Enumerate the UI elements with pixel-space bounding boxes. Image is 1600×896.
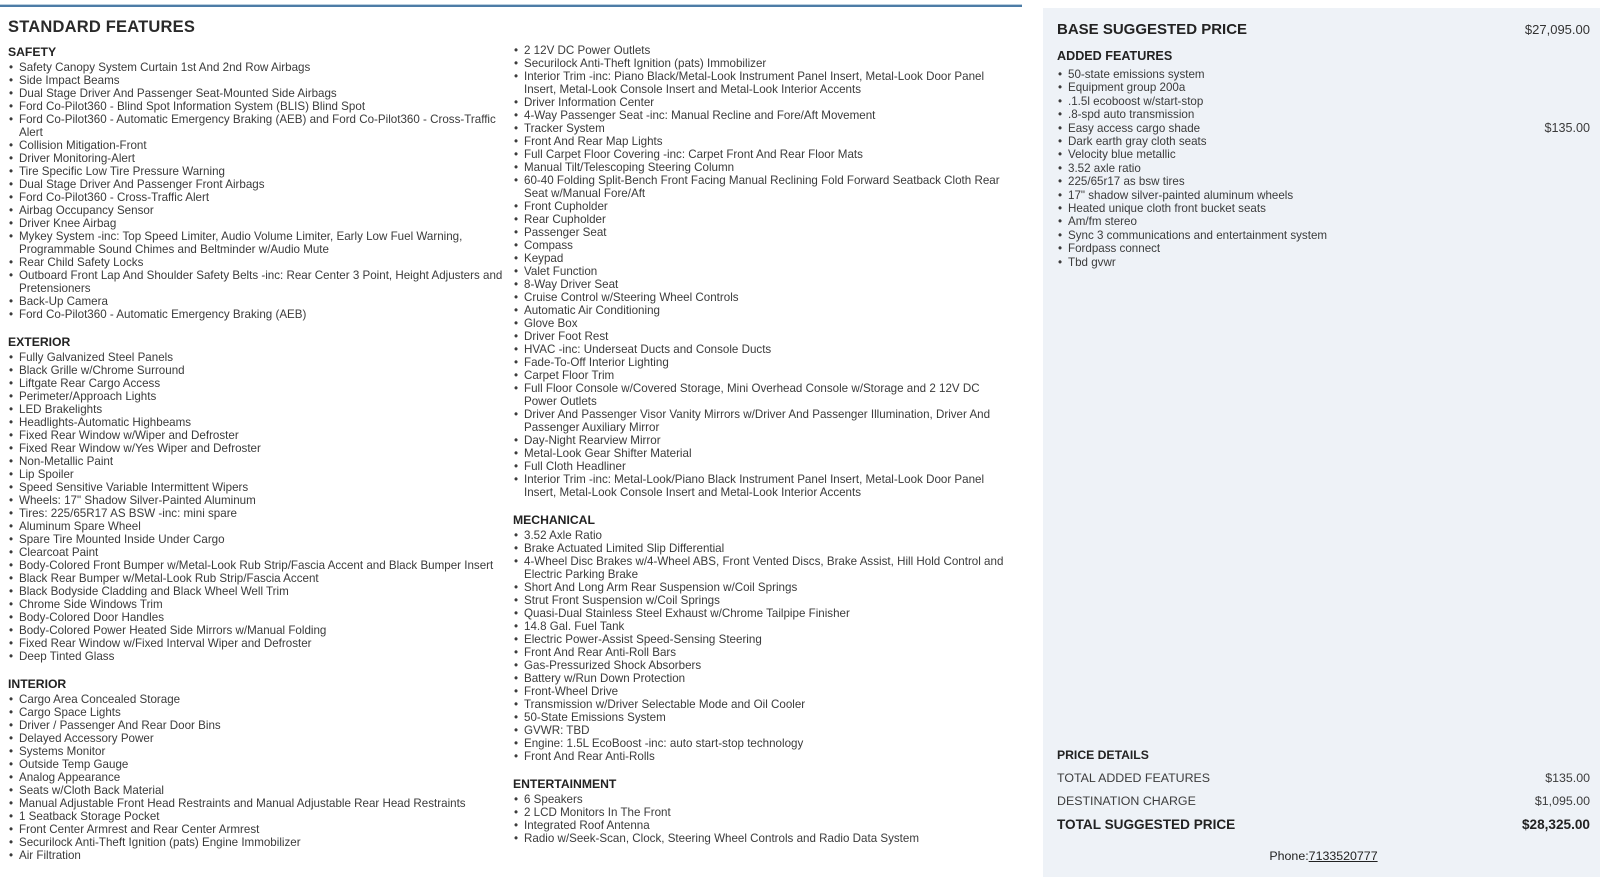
feature-item: • Ford Co-Pilot360 - Cross-Traffic Alert xyxy=(8,191,506,204)
feature-item: • Side Impact Beams xyxy=(8,74,506,87)
feature-item: • Front And Rear Map Lights xyxy=(513,135,1009,148)
feature-item: • 8-Way Driver Seat xyxy=(513,278,1009,291)
sidebar-spacer xyxy=(1057,269,1590,748)
destination-charge-value: $1,095.00 xyxy=(1534,794,1590,808)
section-safety xyxy=(8,46,506,321)
feature-item: • Front Cupholder xyxy=(513,200,1009,213)
price-details-section xyxy=(1057,748,1590,832)
feature-item: • Aluminum Spare Wheel xyxy=(8,520,506,533)
standard-features-column-2 xyxy=(513,44,1009,845)
added-feature-label: • Sync 3 communications and entertainment system xyxy=(1068,228,1328,242)
feature-item: • Metal-Look Gear Shifter Material xyxy=(513,447,1009,460)
added-feature-label: • .1.5l ecoboost w/start-stop xyxy=(1068,94,1204,108)
added-feature-label: • Dark earth gray cloth seats xyxy=(1068,135,1207,149)
feature-item: • Dual Stage Driver And Passenger Seat-Mounted Side Airbags xyxy=(8,87,506,100)
section-entertainment xyxy=(513,778,1009,845)
feature-item: • Spare Tire Mounted Inside Under Cargo xyxy=(8,533,506,546)
mechanical-list xyxy=(513,529,1009,763)
added-feature-item xyxy=(1057,189,1590,202)
feature-item: • LED Brakelights xyxy=(8,403,506,416)
feature-item: • 3.52 Axle Ratio xyxy=(513,529,1009,542)
feature-item: • Outboard Front Lap And Shoulder Safety Belts -inc: Rear Center 3 Point, Height Adjusters and Pretensioners xyxy=(8,269,506,295)
added-feature-item xyxy=(1057,148,1590,161)
added-feature-label: • Fordpass connect xyxy=(1068,242,1161,256)
feature-item: • Full Carpet Floor Covering -inc: Carpet Front And Rear Floor Mats xyxy=(513,148,1009,161)
feature-item: • Driver And Passenger Visor Vanity Mirrors w/Driver And Passenger Illumination, Driver And Passenger Auxiliary Mirror xyxy=(513,408,1009,434)
feature-item: • Headlights-Automatic Highbeams xyxy=(8,416,506,429)
feature-item: • Interior Trim -inc: Metal-Look/Piano Black Instrument Panel Insert, Metal-Look Door Panel Insert, Metal-Look Console Insert and Metal-Look Interior Accents xyxy=(513,473,1009,499)
feature-item: • Seats w/Cloth Back Material xyxy=(8,784,506,797)
added-feature-item xyxy=(1057,81,1590,94)
added-feature-item xyxy=(1057,122,1590,135)
phone-number-link[interactable]: 7133520777 xyxy=(1308,849,1378,863)
destination-charge-row xyxy=(1057,794,1590,808)
added-feature-item xyxy=(1057,175,1590,188)
added-feature-item xyxy=(1057,108,1590,121)
feature-item: • Full Cloth Headliner xyxy=(513,460,1009,473)
phone-line xyxy=(1057,849,1590,863)
feature-item: • Lip Spoiler xyxy=(8,468,506,481)
added-feature-item xyxy=(1057,135,1590,148)
feature-item: • Collision Mitigation-Front xyxy=(8,139,506,152)
added-feature-price: $135.00 xyxy=(1544,120,1590,135)
interior-list xyxy=(8,693,506,862)
feature-item: • Compass xyxy=(513,239,1009,252)
feature-item: • Driver Knee Airbag xyxy=(8,217,506,230)
feature-item: • Delayed Accessory Power xyxy=(8,732,506,745)
exterior-list xyxy=(8,351,506,663)
feature-item: • Keypad xyxy=(513,252,1009,265)
added-feature-item xyxy=(1057,162,1590,175)
feature-item: • Ford Co-Pilot360 - Automatic Emergency Braking (AEB) and Ford Co-Pilot360 - Cross-Traffic Alert xyxy=(8,113,506,139)
feature-item: • Black Grille w/Chrome Surround xyxy=(8,364,506,377)
feature-item: • 4-Way Passenger Seat -inc: Manual Recline and Fore/Aft Movement xyxy=(513,109,1009,122)
feature-item: • GVWR: TBD xyxy=(513,724,1009,737)
feature-item: • Dual Stage Driver And Passenger Front Airbags xyxy=(8,178,506,191)
feature-item: • 6 Speakers xyxy=(513,793,1009,806)
total-suggested-price-label: TOTAL SUGGESTED PRICE xyxy=(1057,817,1236,832)
feature-item: • Driver Monitoring-Alert xyxy=(8,152,506,165)
feature-item: • Fully Galvanized Steel Panels xyxy=(8,351,506,364)
feature-item: • 14.8 Gal. Fuel Tank xyxy=(513,620,1009,633)
added-feature-item xyxy=(1057,95,1590,108)
feature-item: • Full Floor Console w/Covered Storage, Mini Overhead Console w/Storage and 2 12V DC Power Outlets xyxy=(513,382,1009,408)
section-mechanical xyxy=(513,514,1009,763)
feature-item: • Body-Colored Front Bumper w/Metal-Look Rub Strip/Fascia Accent and Black Bumper Insert xyxy=(8,559,506,572)
added-feature-label: • Equipment group 200a xyxy=(1068,81,1186,95)
feature-item: • Safety Canopy System Curtain 1st And 2nd Row Airbags xyxy=(8,61,506,74)
feature-item: • Radio w/Seek-Scan, Clock, Steering Wheel Controls and Radio Data System xyxy=(513,832,1009,845)
feature-item: • Front-Wheel Drive xyxy=(513,685,1009,698)
added-feature-label: • 225/65r17 as bsw tires xyxy=(1068,175,1185,189)
safety-list xyxy=(8,61,506,321)
feature-item: • Quasi-Dual Stainless Steel Exhaust w/Chrome Tailpipe Finisher xyxy=(513,607,1009,620)
feature-item: • Driver Information Center xyxy=(513,96,1009,109)
feature-item: • Manual Adjustable Front Head Restraints and Manual Adjustable Rear Head Restraints xyxy=(8,797,506,810)
feature-item: • Chrome Side Windows Trim xyxy=(8,598,506,611)
section-interior xyxy=(8,678,506,862)
feature-item: • 2 LCD Monitors In The Front xyxy=(513,806,1009,819)
section-heading-exterior: EXTERIOR xyxy=(8,335,71,349)
added-feature-label: • Tbd gvwr xyxy=(1068,255,1116,269)
feature-item: • 60-40 Folding Split-Bench Front Facing Manual Reclining Fold Forward Seatback Cloth Rear Seat w/Manual Fore/Aft xyxy=(513,174,1009,200)
feature-item: • Day-Night Rearview Mirror xyxy=(513,434,1009,447)
feature-item: • Front And Rear Anti-Roll Bars xyxy=(513,646,1009,659)
feature-item: • Cruise Control w/Steering Wheel Controls xyxy=(513,291,1009,304)
feature-item: • Analog Appearance xyxy=(8,771,506,784)
added-feature-label: • .8-spd auto transmission xyxy=(1068,108,1195,122)
feature-item: • Deep Tinted Glass xyxy=(8,650,506,663)
feature-item: • Engine: 1.5L EcoBoost -inc: auto start-stop technology xyxy=(513,737,1009,750)
feature-item: • Tracker System xyxy=(513,122,1009,135)
feature-item: • Electric Power-Assist Speed-Sensing Steering xyxy=(513,633,1009,646)
interior-continued-list xyxy=(513,44,1009,499)
added-feature-label: • 3.52 axle ratio xyxy=(1068,161,1141,175)
feature-item: • Driver / Passenger And Rear Door Bins xyxy=(8,719,506,732)
feature-item: • Mykey System -inc: Top Speed Limiter, Audio Volume Limiter, Early Low Fuel Warning, Programmable Sound Chimes and Beltminder w/Audio Mute xyxy=(8,230,506,256)
added-feature-item xyxy=(1057,202,1590,215)
added-feature-label: • Heated unique cloth front bucket seats xyxy=(1068,202,1266,216)
feature-item: • Tire Specific Low Tire Pressure Warning xyxy=(8,165,506,178)
feature-item: • Wheels: 17" Shadow Silver-Painted Aluminum xyxy=(8,494,506,507)
entertainment-list xyxy=(513,793,1009,845)
feature-item: • Cargo Space Lights xyxy=(8,706,506,719)
total-suggested-price-row xyxy=(1057,817,1590,832)
total-added-features-value: $135.00 xyxy=(1545,771,1590,785)
feature-item: • Integrated Roof Antenna xyxy=(513,819,1009,832)
feature-item: • Short And Long Arm Rear Suspension w/Coil Springs xyxy=(513,581,1009,594)
feature-item: • Ford Co-Pilot360 - Automatic Emergency Braking (AEB) xyxy=(8,308,506,321)
feature-item: • Systems Monitor xyxy=(8,745,506,758)
feature-item: • Tires: 225/65R17 AS BSW -inc: mini spare xyxy=(8,507,506,520)
feature-item: • Liftgate Rear Cargo Access xyxy=(8,377,506,390)
feature-item: • Carpet Floor Trim xyxy=(513,369,1009,382)
feature-item: • Body-Colored Power Heated Side Mirrors w/Manual Folding xyxy=(8,624,506,637)
total-suggested-price-value: $28,325.00 xyxy=(1521,817,1590,832)
section-exterior xyxy=(8,336,506,663)
section-heading-mechanical: MECHANICAL xyxy=(513,513,595,527)
feature-item: • Fixed Rear Window w/Fixed Interval Wiper and Defroster xyxy=(8,637,506,650)
added-feature-label: • Am/fm stereo xyxy=(1068,215,1137,229)
added-feature-item xyxy=(1057,256,1590,269)
feature-item: • Speed Sensitive Variable Intermittent Wipers xyxy=(8,481,506,494)
feature-item: • Front Center Armrest and Rear Center Armrest xyxy=(8,823,506,836)
feature-item: • Outside Temp Gauge xyxy=(8,758,506,771)
base-price-value: $27,095.00 xyxy=(1524,22,1590,37)
total-added-features-label: TOTAL ADDED FEATURES xyxy=(1057,771,1211,785)
section-heading-interior: INTERIOR xyxy=(8,677,67,691)
feature-item: • Gas-Pressurized Shock Absorbers xyxy=(513,659,1009,672)
base-price-label: BASE SUGGESTED PRICE xyxy=(1057,21,1248,38)
price-details-heading: PRICE DETAILS xyxy=(1057,748,1149,762)
feature-item: • Valet Function xyxy=(513,265,1009,278)
feature-item: • Strut Front Suspension w/Coil Springs xyxy=(513,594,1009,607)
feature-item: • Transmission w/Driver Selectable Mode and Oil Cooler xyxy=(513,698,1009,711)
top-divider-rule xyxy=(0,4,1022,7)
added-features-heading: ADDED FEATURES xyxy=(1057,49,1173,63)
feature-item: • Fixed Rear Window w/Wiper and Defroster xyxy=(8,429,506,442)
feature-item: • Interior Trim -inc: Piano Black/Metal-Look Instrument Panel Insert, Metal-Look Door Panel Insert, Metal-Look Console Insert and Metal-Look Interior Accents xyxy=(513,70,1009,96)
feature-item: • Body-Colored Door Handles xyxy=(8,611,506,624)
feature-item: • Securilock Anti-Theft Ignition (pats) Engine Immobilizer xyxy=(8,836,506,849)
feature-item: • Driver Foot Rest xyxy=(513,330,1009,343)
added-features-list xyxy=(1057,68,1590,269)
added-feature-label: • 17" shadow silver-painted aluminum wheels xyxy=(1068,188,1294,202)
feature-item: • Cargo Area Concealed Storage xyxy=(8,693,506,706)
feature-item: • Glove Box xyxy=(513,317,1009,330)
feature-item: • Airbag Occupancy Sensor xyxy=(8,204,506,217)
feature-item: • Brake Actuated Limited Slip Differential xyxy=(513,542,1009,555)
base-price-row xyxy=(1057,21,1590,38)
feature-item: • Securilock Anti-Theft Ignition (pats) Immobilizer xyxy=(513,57,1009,70)
section-heading-entertainment: ENTERTAINMENT xyxy=(513,777,617,791)
added-feature-item xyxy=(1057,242,1590,255)
feature-item: • Fade-To-Off Interior Lighting xyxy=(513,356,1009,369)
added-feature-item xyxy=(1057,68,1590,81)
feature-item: • Non-Metallic Paint xyxy=(8,455,506,468)
feature-item: • 2 12V DC Power Outlets xyxy=(513,44,1009,57)
feature-item: • Front And Rear Anti-Rolls xyxy=(513,750,1009,763)
added-feature-label: • Easy access cargo shade xyxy=(1068,121,1201,135)
feature-item: • Perimeter/Approach Lights xyxy=(8,390,506,403)
feature-item: • Rear Child Safety Locks xyxy=(8,256,506,269)
price-summary-panel xyxy=(1043,8,1600,877)
feature-item: • HVAC -inc: Underseat Ducts and Console Ducts xyxy=(513,343,1009,356)
feature-item: • Battery w/Run Down Protection xyxy=(513,672,1009,685)
feature-item: • Back-Up Camera xyxy=(8,295,506,308)
phone-label: Phone: xyxy=(1269,849,1309,863)
feature-item: • 1 Seatback Storage Pocket xyxy=(8,810,506,823)
standard-features-column-1 xyxy=(8,18,506,862)
page-title: STANDARD FEATURES xyxy=(8,18,196,36)
section-heading-safety: SAFETY xyxy=(8,45,57,59)
added-feature-label: • Velocity blue metallic xyxy=(1068,148,1176,162)
feature-item: • Air Filtration xyxy=(8,849,506,862)
added-feature-item xyxy=(1057,215,1590,228)
feature-item: • Black Rear Bumper w/Metal-Look Rub Strip/Fascia Accent xyxy=(8,572,506,585)
feature-item: • Ford Co-Pilot360 - Blind Spot Information System (BLIS) Blind Spot xyxy=(8,100,506,113)
feature-item: • Black Bodyside Cladding and Black Wheel Well Trim xyxy=(8,585,506,598)
feature-item: • Rear Cupholder xyxy=(513,213,1009,226)
total-added-features-row xyxy=(1057,771,1590,785)
feature-item: • 50-State Emissions System xyxy=(513,711,1009,724)
added-feature-label: • 50-state emissions system xyxy=(1068,68,1205,81)
feature-item: • Automatic Air Conditioning xyxy=(513,304,1009,317)
feature-item: • 4-Wheel Disc Brakes w/4-Wheel ABS, Front Vented Discs, Brake Assist, Hill Hold Control and Electric Parking Brake xyxy=(513,555,1009,581)
feature-item: • Passenger Seat xyxy=(513,226,1009,239)
added-feature-item xyxy=(1057,229,1590,242)
destination-charge-label: DESTINATION CHARGE xyxy=(1057,794,1196,808)
feature-item: • Fixed Rear Window w/Yes Wiper and Defroster xyxy=(8,442,506,455)
feature-item: • Manual Tilt/Telescoping Steering Column xyxy=(513,161,1009,174)
feature-item: • Clearcoat Paint xyxy=(8,546,506,559)
